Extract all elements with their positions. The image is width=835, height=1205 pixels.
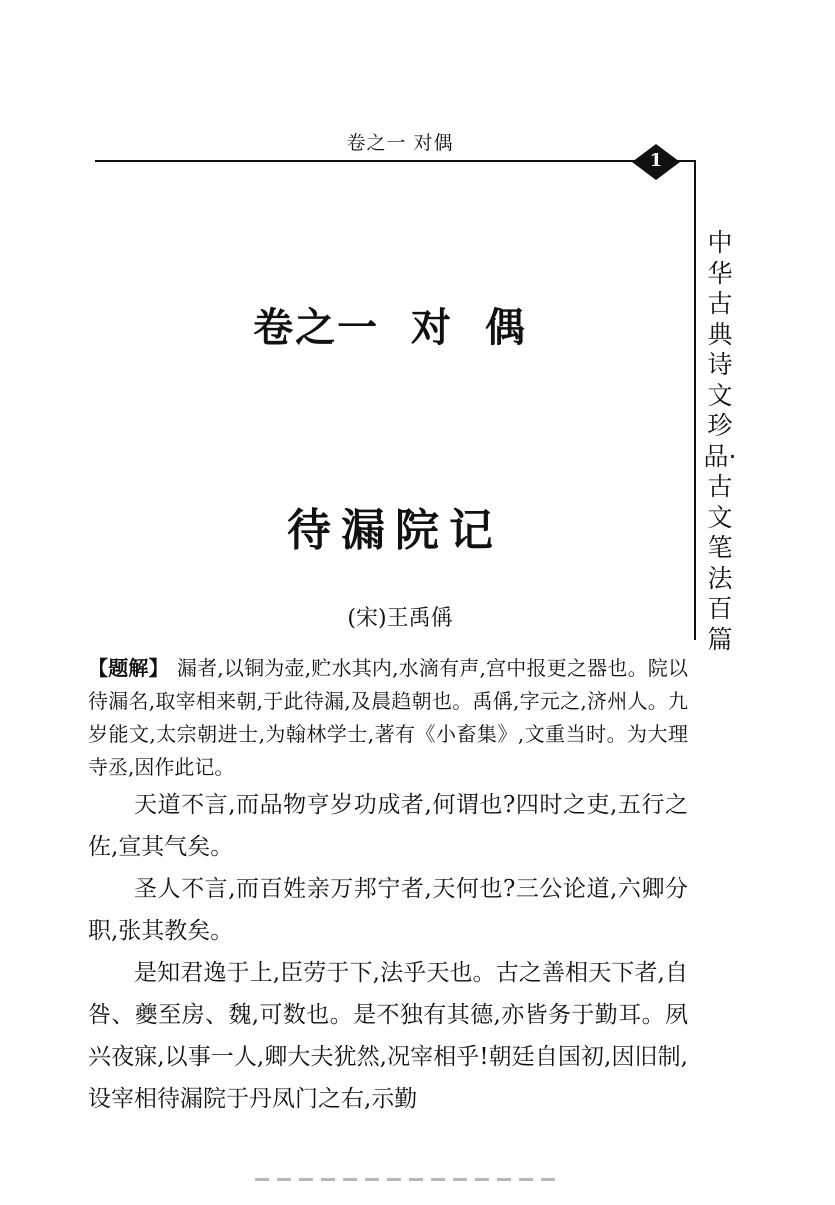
paragraph-1: 天道不言,而品物亨岁功成者,何谓也?四时之吏,五行之佐,宣其气矣。 bbox=[88, 792, 688, 860]
series-title: 中华古典诗文珍品·古文笔法百篇 bbox=[703, 228, 737, 654]
chapter-title: 卷之一 对 偶 bbox=[253, 305, 527, 351]
intro-section bbox=[88, 652, 688, 784]
paragraph-3: 是知君逸于上,臣劳于下,法乎天也。古之善相天下者,自咎、夔至房、魏,可数也。是不独有其德,亦皆务于勤耳。夙兴夜寐,以事一人,卿大夫犹然,况宰相乎!朝廷自国初,因旧制,设宰相待漏院于丹凤门之右,示勤 bbox=[88, 960, 688, 1112]
essay-body bbox=[88, 784, 688, 1120]
footer-decoration bbox=[255, 1178, 555, 1181]
page-number: 1 bbox=[649, 150, 663, 171]
paragraph-2: 圣人不言,而百姓亲万邦宁者,天何也?三公论道,六卿分职,张其教矣。 bbox=[88, 876, 688, 944]
header-rule bbox=[95, 160, 695, 162]
essay-title: 待漏院记 bbox=[287, 505, 503, 556]
author: (宋)王禹偁 bbox=[347, 606, 453, 631]
intro-text: 漏者,以铜为壶,贮水其内,水滴有声,宫中报更之器也。院以待漏名,取宰相来朝,于此待漏,及晨趋朝也。禹偁,字元之,济州人。九岁能文,太宗朝进士,为翰林学士,著有《小畜集》,文重当时。为大理寺丞,因作此记。 bbox=[88, 656, 689, 779]
side-rule bbox=[694, 160, 696, 640]
running-header: 卷之一 对偶 bbox=[346, 132, 454, 154]
page-number-badge bbox=[632, 144, 680, 180]
intro-label: 【题解】 bbox=[88, 656, 169, 680]
